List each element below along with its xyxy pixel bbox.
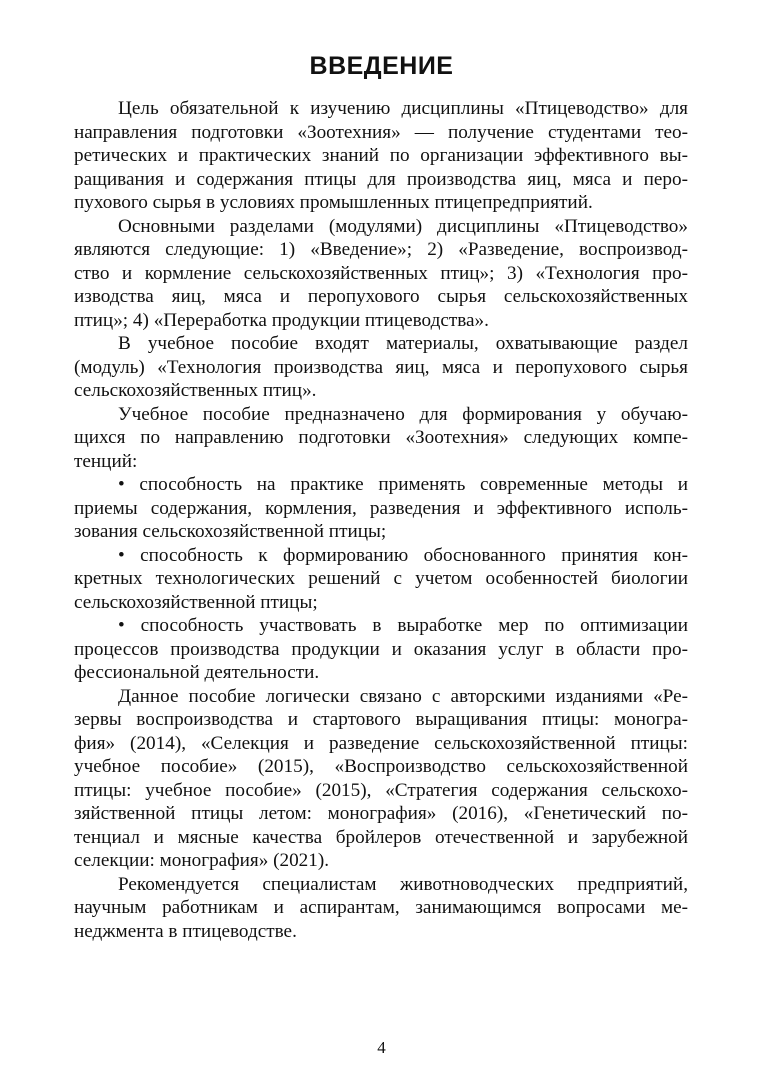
text-line: ращивания и содержания птицы для производства яиц, мяса и перо- — [74, 168, 688, 190]
text-line: Данное пособие логически связано с авторскими изданиями «Ре- — [118, 685, 688, 707]
text-line: научным работникам и аспирантам, занимающимся вопросами ме- — [74, 897, 688, 918]
text-line: являются следующие: 1) «Введение»; 2) «Разведение, воспроизвод- — [74, 239, 688, 260]
text-line: (модуль) «Технология производства яиц, мяса и перопухового сырья — [74, 356, 688, 378]
page-number: 4 — [377, 1038, 386, 1057]
bullet-item-line: • способность участвовать в выработке мер по оптимизации — [118, 615, 688, 636]
text-line: кретных технологических решений с учетом особенностей биологии — [74, 568, 688, 589]
text-line: направления подготовки «Зоотехния» — получение студентами тео- — [74, 121, 688, 143]
text-line: Учебное пособие предназначено для формирования у обучаю- — [118, 403, 688, 425]
text-line: птицы: учебное пособие» (2015), «Стратегия содержания сельскохо- — [74, 779, 688, 801]
text-line: неджмента в птицеводстве. — [74, 920, 297, 942]
text-line: зования сельскохозяйственной птицы; — [74, 521, 387, 542]
text-line: учебное пособие» (2015), «Воспроизводство сельскохозяйственной — [74, 756, 688, 777]
text-line: фия» (2014), «Селекция и разведение сельскохозяйственной птицы: — [74, 732, 688, 754]
text-line: ство и кормление сельскохозяйственных птиц»; 3) «Технология про- — [74, 262, 688, 284]
text-line: ретических и практических знаний по организации эффективного вы- — [74, 145, 688, 166]
text-line: Цель обязательной к изучению дисциплины «Птицеводство» для — [118, 98, 688, 119]
text-line: щихся по направлению подготовки «Зоотехния» следующих компе- — [74, 427, 688, 448]
text-line: пухового сырья в условиях промышленных птицепредприятий. — [74, 192, 593, 213]
text-line: тенций: — [74, 450, 138, 472]
page-title: ВВЕДЕНИЕ — [309, 52, 454, 80]
text-line: В учебное пособие входят материалы, охватывающие раздел — [118, 333, 688, 354]
text-line: зяйственной птицы летом: монография» (2016), «Генетический по- — [74, 803, 688, 824]
bullet-item-line: • способность на практике применять современные методы и — [118, 474, 688, 495]
text-line: изводства яиц, мяса и перопухового сырья сельскохозяйственных — [74, 286, 688, 307]
text-line: сельскохозяйственной птицы; — [74, 591, 318, 613]
text-line: процессов производства продукции и оказания услуг в области про- — [74, 638, 688, 660]
text-line: Основными разделами (модулями) дисциплины «Птицеводство» — [118, 215, 688, 237]
bullet-item-line: • способность к формированию обоснованного принятия кон- — [118, 544, 688, 566]
text-line: приемы содержания, кормления, разведения и эффективного исполь- — [74, 497, 688, 519]
body-text — [74, 97, 688, 943]
text-line: Рекомендуется специалистам животноводческих предприятий, — [118, 873, 688, 895]
text-line: фессиональной деятельности. — [74, 662, 320, 683]
text-line: сельскохозяйственных птиц». — [74, 380, 317, 401]
text-line: птиц»; 4) «Переработка продукции птицеводства». — [74, 309, 489, 331]
text-line: тенциал и мясные качества бройлеров отечественной и зарубежной — [74, 826, 688, 848]
text-line: зервы воспроизводства и стартового выращивания птицы: моногра- — [74, 709, 688, 730]
text-line: селекции: монография» (2021). — [74, 850, 330, 871]
